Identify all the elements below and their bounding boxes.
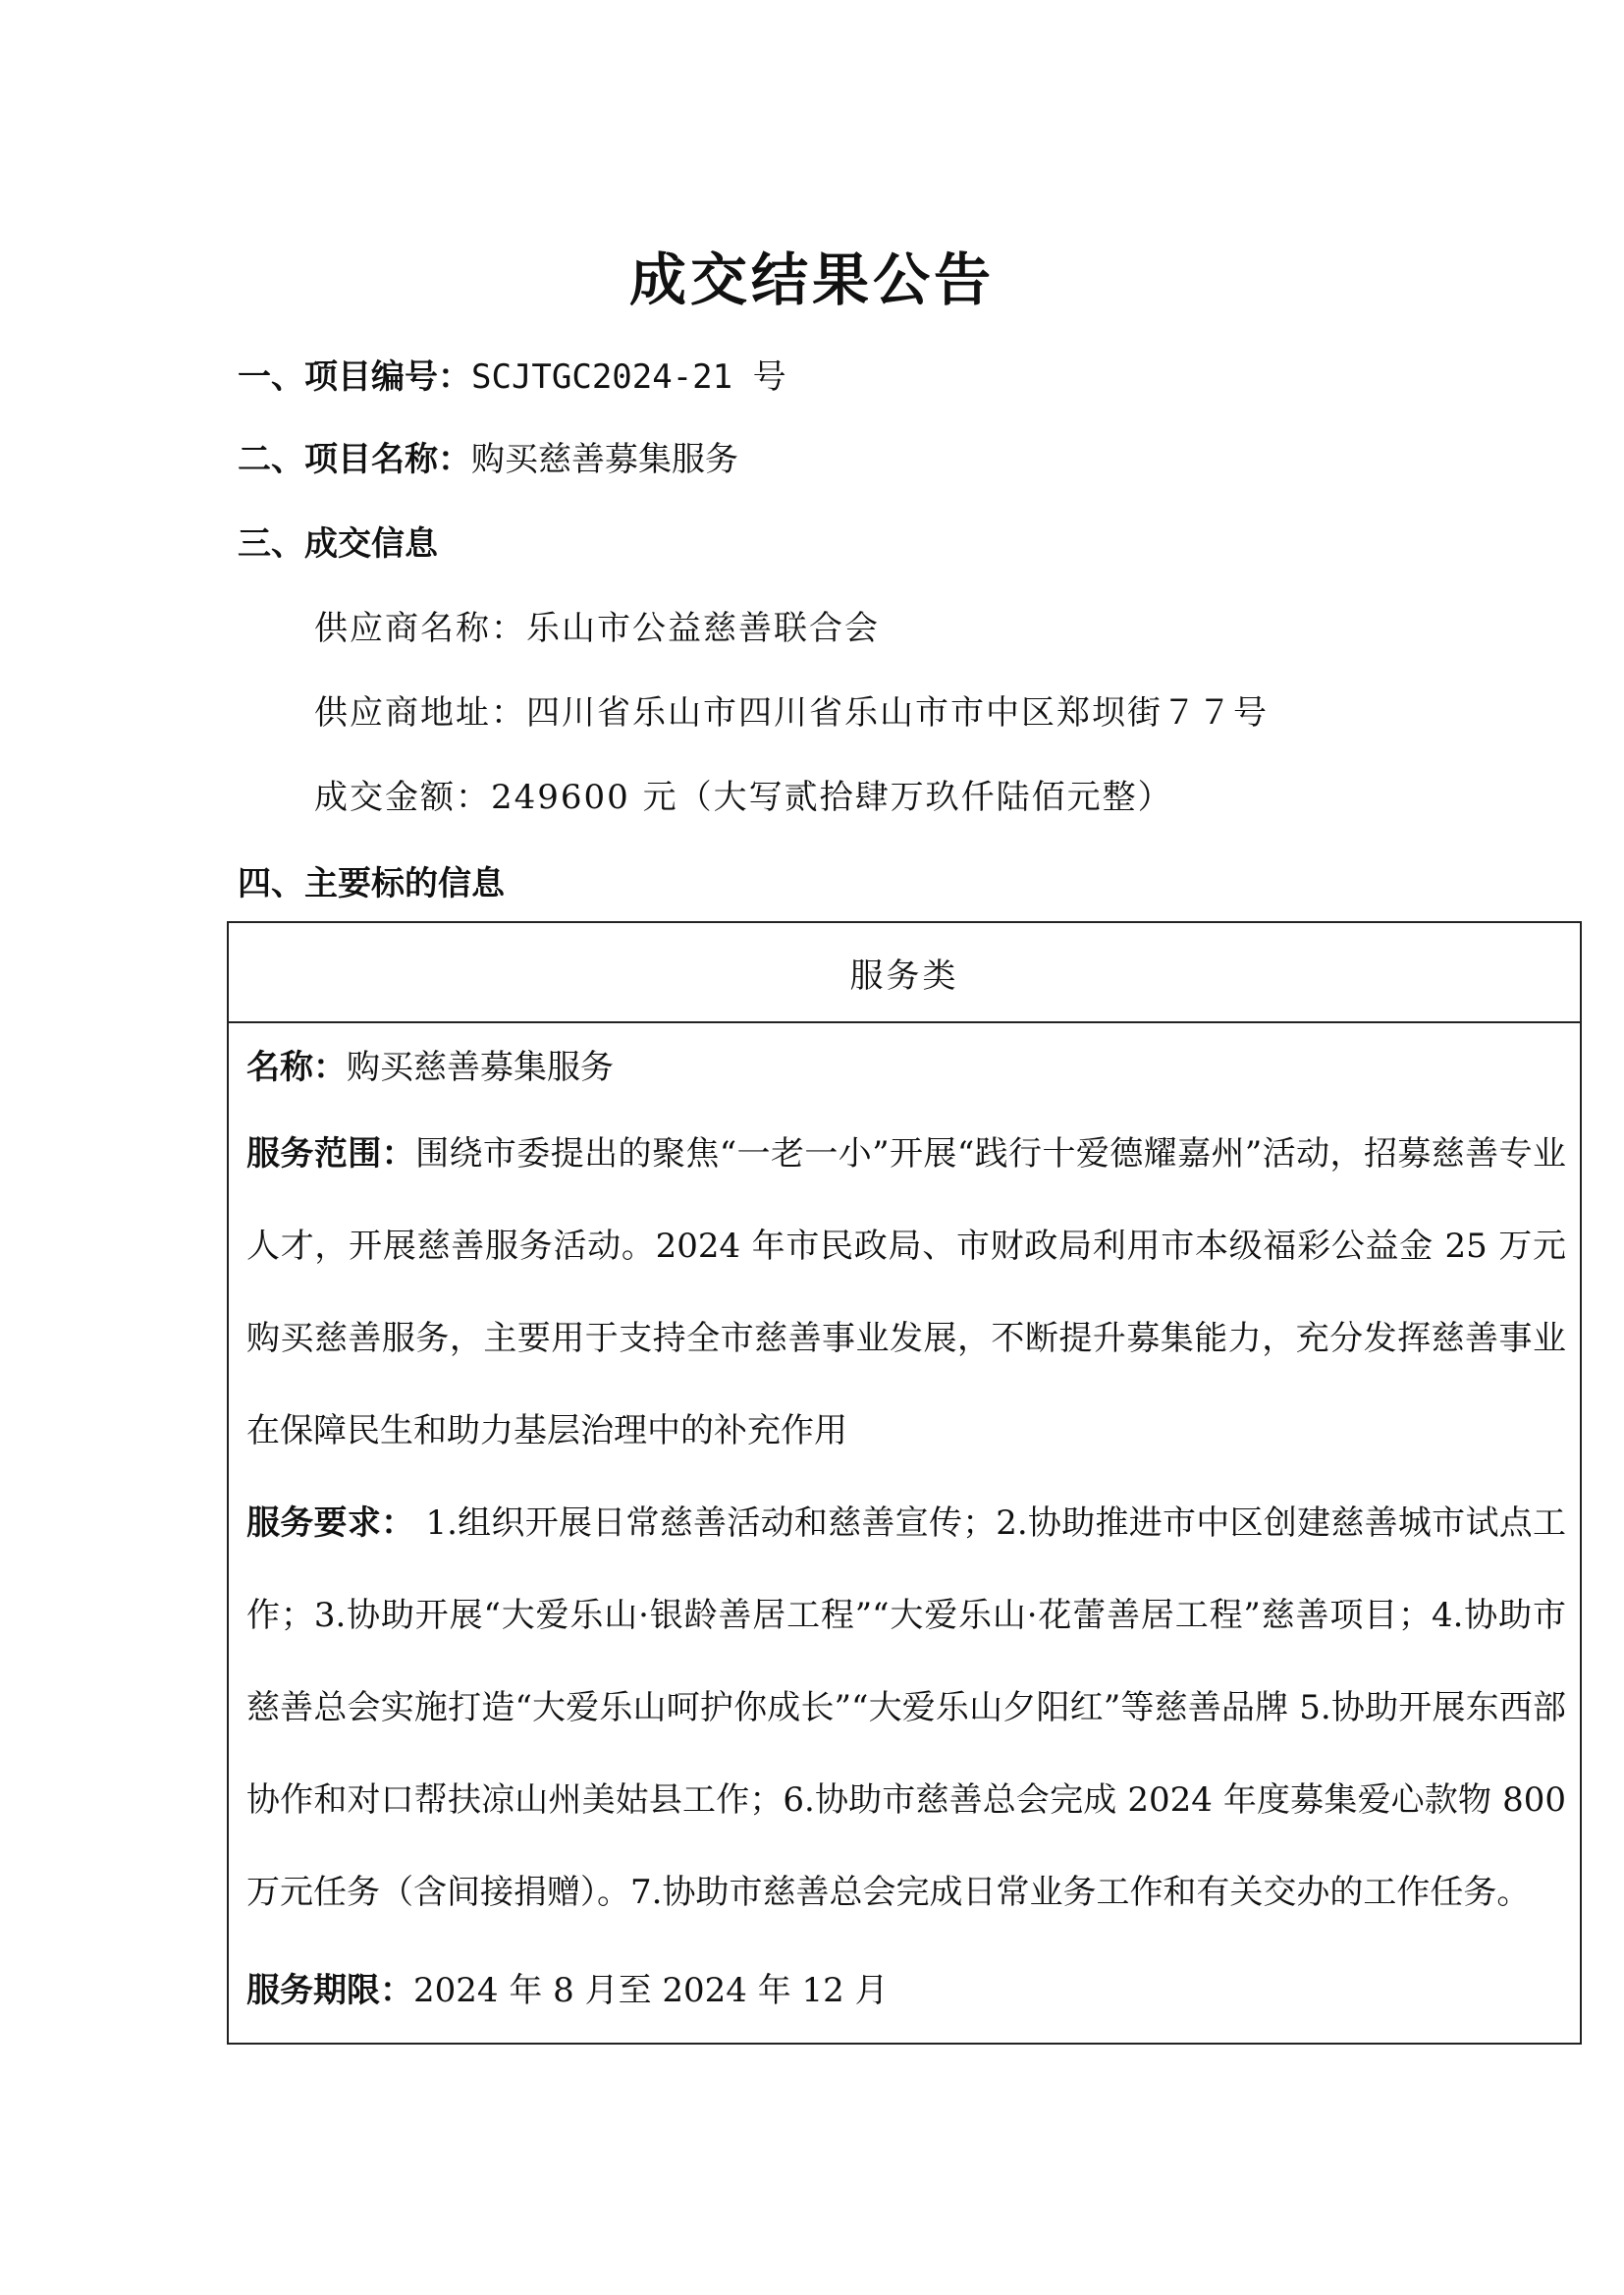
scope-value: 围绕市委提出的聚焦“一老一小”开展“践行十爱德耀嘉州”活动，招募慈善专业人才，开展慈善服务活动。2024 年市民政局、市财政局利用市本级福彩公益金 25 万元购买慈善服务，主要用于支持全市慈善事业发展，不断提升募集能力，充分发挥慈善事业在保障民生和助力基层治理中的补充作用 — [246, 1134, 1566, 1450]
name-label: 名称： — [246, 1048, 347, 1087]
row-period — [246, 1944, 1562, 2037]
row-scope — [246, 1108, 1566, 1477]
period-value: 2024 年 8 月至 2024 年 12 月 — [413, 1971, 889, 2010]
period-label: 服务期限： — [246, 1971, 413, 2010]
section-label: 一、项目编号： — [238, 357, 471, 397]
scope-label: 服务范围： — [246, 1134, 416, 1174]
section-deal-info: 三、成交信息 — [238, 524, 438, 564]
project-name-value: 购买慈善募集服务 — [471, 440, 738, 479]
page-title: 成交结果公告 — [628, 246, 995, 313]
supplier-address: 供应商地址：四川省乐山市四川省乐山市市中区郑坝街７７号 — [314, 693, 1269, 733]
requirements-label: 服务要求： — [246, 1503, 415, 1543]
table-header: 服务类 — [229, 923, 1580, 1023]
supplier-name: 供应商名称：乐山市公益慈善联合会 — [314, 609, 880, 648]
row-name — [246, 1021, 1562, 1114]
deal-amount: 成交金额：249600 元（大写贰拾肆万玖仟陆佰元整） — [314, 778, 1173, 817]
section-project-name — [238, 432, 738, 480]
section-project-number — [238, 350, 786, 398]
requirements-value: 1.组织开展日常慈善活动和慈善宣传；2.协助推进市中区创建慈善城市试点工作；3.协助开展“大爱乐山·银龄善居工程”“大爱乐山·花蕾善居工程”慈善项目；4.协助市慈善总会实施打造“大爱乐山呵护你成长”“大爱乐山夕阳红”等慈善品牌 5.协助开展东西部协作和对口帮扶凉山州美姑县工作；6.协助市慈善总会完成 2024 年度募集爱心款物 800 万元任务（含间接捐赠）。7.协助市慈善总会完成日常业务工作和有关交办的工作任务。 — [246, 1503, 1566, 1912]
section-label: 二、项目名称： — [238, 440, 471, 479]
project-number-value: SCJTGC2024-21 号 — [471, 357, 786, 397]
row-requirements — [246, 1477, 1566, 1939]
subject-table — [227, 921, 1582, 2045]
name-value: 购买慈善募集服务 — [347, 1048, 614, 1087]
section-main-subject: 四、主要标的信息 — [238, 864, 505, 903]
